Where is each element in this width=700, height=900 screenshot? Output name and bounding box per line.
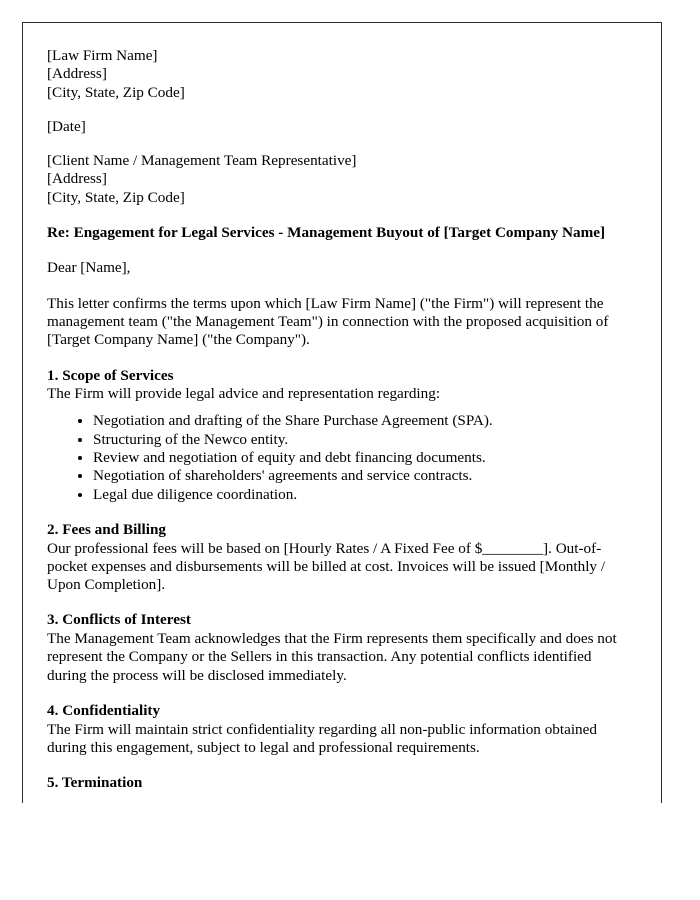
- section-body: The Management Team acknowledges that the Firm represents them specifically and does not represent the Company or the Sellers in this transaction. Any potential conflicts identified during the process will be disclosed immediately.: [47, 630, 617, 684]
- scope-bullet-list: [47, 412, 633, 503]
- section-heading: 2. Fees and Billing: [47, 520, 166, 538]
- section-body: The Firm will maintain strict confidentiality regarding all non-public information obtained during this engagement, subject to legal and professional requirements.: [47, 720, 597, 756]
- letterhead-block: [47, 47, 633, 102]
- section-body: [47, 540, 633, 595]
- letterhead-address: [Address]: [47, 65, 107, 83]
- section-heading: 1. Scope of Services: [47, 366, 174, 384]
- spacer: [47, 504, 633, 521]
- spacer: [47, 757, 633, 774]
- spacer: [47, 350, 633, 367]
- document-body: [47, 47, 633, 793]
- spacer: [47, 594, 633, 611]
- list-item: • Negotiation and drafting of the Share Purchase Agreement (SPA).: [93, 412, 633, 430]
- fees-text-before-blank: Our professional fees will be based on [Hourly Rates / A Fixed Fee of $: [47, 539, 483, 557]
- section-body: The Firm will provide legal advice and representation regarding:: [47, 385, 441, 403]
- section-fees-and-billing: [47, 521, 633, 594]
- spacer: [47, 207, 633, 224]
- salutation: Dear [Name],: [47, 259, 131, 277]
- recipient-address: [Address]: [47, 170, 107, 188]
- section-heading: 4. Confidentiality: [47, 701, 161, 719]
- intro-paragraph: This letter confirms the terms upon which [Law Firm Name] ("the Firm") will represent the management team ("the Management Team") in connection with the proposed acquisition of [Target Company Name] ("the Company").: [47, 294, 609, 349]
- spacer: [47, 278, 633, 295]
- fees-text-after-blank: ]. Out-of-pocket expenses and disbursements will be billed at cost. Invoices will be issued [Monthly / Upon Completion].: [47, 539, 606, 594]
- document-page: [22, 22, 662, 803]
- letterhead-firm-name: [Law Firm Name]: [47, 47, 158, 64]
- spacer: [47, 136, 633, 152]
- list-item: • Review and negotiation of equity and debt financing documents.: [93, 449, 633, 467]
- section-heading: 3. Conflicts of Interest: [47, 611, 191, 629]
- section-conflicts-of-interest: [47, 611, 633, 684]
- fee-amount-blank: ________: [482, 539, 544, 557]
- list-item: • Negotiation of shareholders' agreements and service contracts.: [93, 467, 633, 485]
- letter-date: [Date]: [47, 117, 86, 135]
- recipient-name: [Client Name / Management Team Representative]: [47, 152, 357, 170]
- subject-line: Re: Engagement for Legal Services - Management Buyout of [Target Company Name]: [47, 224, 606, 242]
- section-confidentiality: [47, 702, 633, 757]
- section-heading: 5. Termination: [47, 774, 143, 792]
- letterhead-city-state-zip: [City, State, Zip Code]: [47, 83, 185, 101]
- spacer: [47, 242, 633, 259]
- section-termination: [47, 774, 633, 793]
- spacer: [47, 685, 633, 702]
- spacer: [47, 102, 633, 118]
- list-item: • Legal due diligence coordination.: [93, 486, 633, 504]
- recipient-city-state-zip: [City, State, Zip Code]: [47, 188, 185, 206]
- section-scope-of-services: [47, 367, 633, 504]
- recipient-block: [47, 152, 633, 207]
- list-item: • Structuring of the Newco entity.: [93, 431, 633, 449]
